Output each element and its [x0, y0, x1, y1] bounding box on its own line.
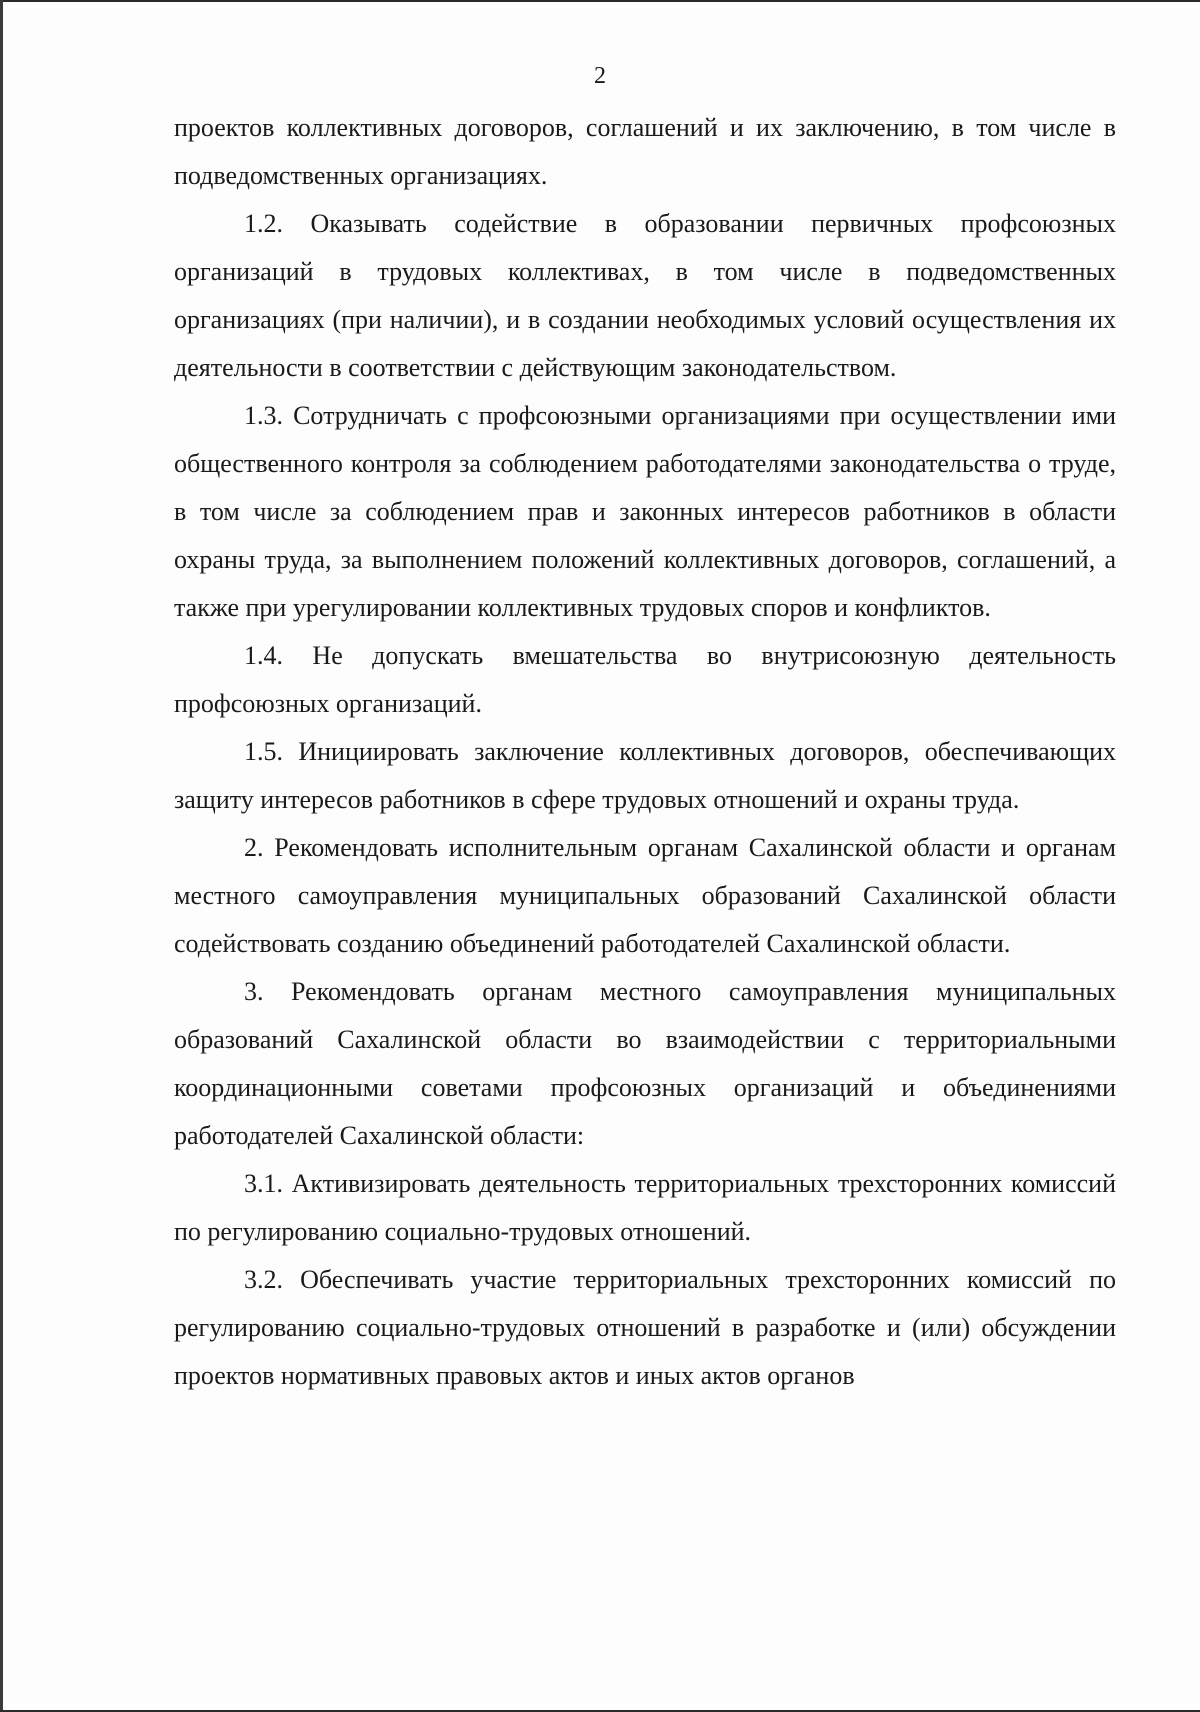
document-body [174, 104, 1116, 1400]
paragraph-3-2: 3.2. Обеспечивать участие территориальных трехсторонних комиссий по регулированию социально-трудовых отношений в разработке и (или) обсуждении проектов нормативных правовых актов и иных актов органов [174, 1265, 1116, 1390]
paragraph-1-2: 1.2. Оказывать содействие в образовании первичных профсоюзных организаций в трудовых коллективах, в том числе в подведомственных организациях (при наличии), и в создании необходимых условий осуществления их деятельности в соответствии с действующим законодательством. [174, 209, 1116, 382]
paragraph-continuation: проектов коллективных договоров, соглашений и их заключению, в том числе в подведомственных организациях. [174, 113, 1116, 190]
scan-edge-left [0, 0, 3, 1712]
scan-edge-top [0, 0, 1200, 2]
paragraph-1-4: 1.4. Не допускать вмешательства во внутрисоюзную деятельность профсоюзных организаций. [174, 641, 1116, 718]
page-number: 2 [594, 63, 606, 89]
paragraph-3: 3. Рекомендовать органам местного самоуправления муниципальных образований Сахалинской области во взаимодействии с территориальными координационными советами профсоюзных организаций и объединениями работодателей Сахалинской области: [174, 977, 1116, 1150]
paragraph-2: 2. Рекомендовать исполнительным органам Сахалинской области и органам местного самоуправления муниципальных образований Сахалинской области содействовать созданию объединений работодателей Сахалинской области. [174, 833, 1116, 958]
paragraph-1-5: 1.5. Инициировать заключение коллективных договоров, обеспечивающих защиту интересов работников в сфере трудовых отношений и охраны труда. [174, 737, 1116, 814]
paragraph-1-3: 1.3. Сотрудничать с профсоюзными организациями при осуществлении ими общественного контроля за соблюдением работодателями законодательства о труде, в том числе за соблюдением прав и законных интересов работников в области охраны труда, за выполнением положений коллективных договоров, соглашений, а также при урегулировании коллективных трудовых споров и конфликтов. [174, 401, 1116, 622]
paragraph-3-1: 3.1. Активизировать деятельность территориальных трехсторонних комиссий по регулированию социально-трудовых отношений. [174, 1169, 1116, 1246]
